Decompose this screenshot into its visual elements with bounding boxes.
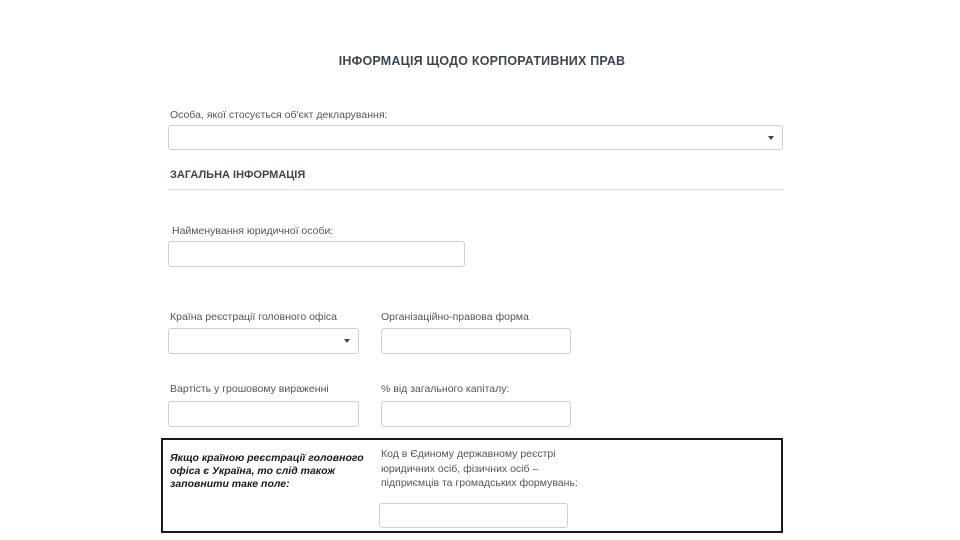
chevron-down-icon bbox=[768, 136, 774, 140]
value-money-input[interactable] bbox=[168, 401, 359, 427]
legal-name-label: Найменування юридичної особи: bbox=[172, 225, 334, 237]
edr-code-input[interactable] bbox=[379, 503, 568, 528]
legal-form-input[interactable] bbox=[381, 328, 571, 354]
capital-pct-input[interactable] bbox=[381, 401, 571, 427]
section-title-general: ЗАГАЛЬНА ІНФОРМАЦІЯ bbox=[170, 169, 306, 181]
person-label: Особа, якої стосується об'єкт декларування: bbox=[170, 109, 388, 121]
legal-name-input[interactable] bbox=[168, 241, 465, 267]
legal-form-label: Організаційно-правова форма bbox=[381, 311, 529, 323]
country-label: Країна реєстрації головного офіса bbox=[170, 311, 337, 323]
chevron-down-icon bbox=[344, 339, 350, 343]
edr-code-label: Код в Єдиному державному реєстрі юридичних осіб, фізичних осіб – підприємців та громадських формувань: bbox=[381, 448, 578, 489]
value-money-label: Вартість у грошовому вираженні bbox=[170, 383, 329, 395]
section-divider bbox=[168, 189, 784, 190]
person-select[interactable] bbox=[168, 125, 783, 150]
ukraine-note-text: Якщо країною реєстрації головного офіса є Україна, то слід також заповнити таке поле: bbox=[170, 452, 364, 490]
page-title: ІНФОРМАЦІЯ ЩОДО КОРПОРАТИВНИХ ПРАВ bbox=[338, 54, 626, 68]
country-select[interactable] bbox=[168, 328, 359, 354]
capital-pct-label: % від загального капіталу: bbox=[381, 383, 510, 395]
